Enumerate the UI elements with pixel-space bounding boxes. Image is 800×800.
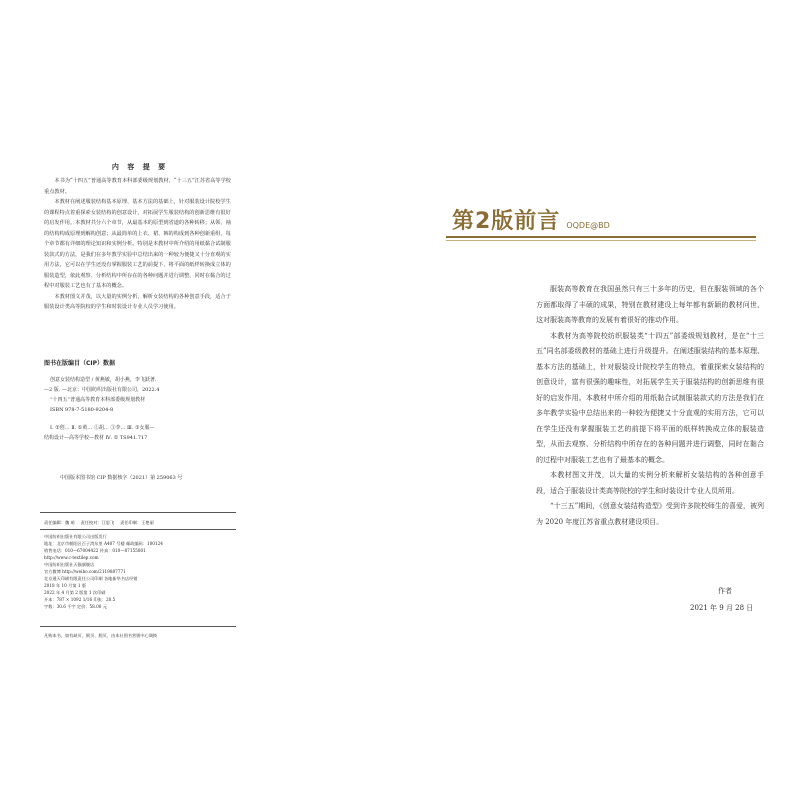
cip-line: 创意女装结构造型 / 黄燕敏，胡小燕，李飞跃著. xyxy=(50,377,157,383)
cip-classification: Ⅰ. ①创… Ⅱ. ①黄… ②胡… ③李… Ⅲ. ①女服— xyxy=(50,425,155,431)
cip-line: “十四五”普通高等教育本科部委级规划教材 xyxy=(50,397,146,403)
publisher-line: 中国纺织出版社有限公司出版发行 xyxy=(44,534,107,539)
preface-title-tag: OQDE@BD xyxy=(566,221,610,230)
printing-credit: 责任印制：王艳丽 xyxy=(120,520,154,525)
publisher-line: 开本：787 × 1092 1/16 印张：20.5 xyxy=(44,597,116,602)
cip-classification: 结构设计—高等学校—教材 Ⅳ. ① TS941.717 xyxy=(44,435,148,441)
divider xyxy=(40,626,236,627)
publisher-info xyxy=(44,533,240,610)
publisher-line: 中国纺织出版社天猫旗舰店 xyxy=(44,562,95,567)
cip-number: 中国版本图书馆 CIP 数据核字（2021）第 259063 号 xyxy=(60,475,183,481)
preface-author: 作者 xyxy=(718,587,732,595)
preface-paragraph: 本教材为高等院校纺织服装类“十四五”部委级规划教材，是在“十三五”同名部委级教材的基础上进行升级提升。在阐述服装结构的基本原理、基本方法的基础上，针对服装设计院校学生的特点，着重探索女装结构的创意设计，富有很强的趣味性，对拓展学生关于服装结构的创新思维有很好的启发作用。本教材中所介绍的用纸黏合试制服装款式的方法是我们在多年教学实验中总结出来的一种较为便捷又十分直观的实用方法，它可以在学生还没有掌握服装工艺的前提下将平面的纸样转换成立体的服装造型，从而去观察、分析结构中所存在的各种问题并进行调整，同时在黏合的过程中对服装工艺也有了最基本的概念。 xyxy=(536,331,764,464)
publisher-line: 字数：30.6 千字 定价：58.00 元 xyxy=(44,604,107,609)
title-rule-thin xyxy=(446,240,756,241)
cip-body xyxy=(44,375,244,443)
publisher-line: http://www.c-textilep.com xyxy=(44,555,99,560)
summary-paragraph: 本教材图文并茂，以大量的实例分析、解析女装结构的各种创意手段，适合于服装设计类高等院校的学生和时装设计专业人员学习使用。 xyxy=(44,293,231,310)
summary-paragraph: 本教材在阐述服装结构基本原理、基本方法的基础上，针对服装设计院校学生的课程特点着重探索女装结构的创意设计，对拓展学生服装结构的创新思维有很好的启发作用。本教材共分六个章节，从最基本的原型到省道的各种转移；从领、袖的结构构成原理到解构创意；从最简单的上衣、裙、裤的构成到各种创新重组，每个章节都有详细的理论知识和实例分析。特别是本教材中所介绍的用纸黏合试制服装款式的方法，是我们在多年教学实验中总结出来的一种较为便捷又十分直观的实用方法，它可以在学生还没有掌握服装工艺的前提下，将平面的纸样转换成立体的服装造型，依此观察、分析结构中所存在的各种问题并进行调整，同时在黏合的过程中对服装工艺也有了基本的概念。 xyxy=(44,199,231,289)
preface-paragraph: 服装高等教育在我国虽然只有三十多年的历史，但在服装领域的各个方面都取得了丰硕的成果，特别在教材建设上每年都有新颖的教材问世，这对服装高等教育的发展有着很好的推动作用。 xyxy=(536,285,764,324)
divider xyxy=(40,529,236,530)
publisher-line: 销售电话：010—67004422 传真：010—87155801 xyxy=(44,548,146,553)
preface-paragraph: “十三五”期间，《创意女装结构造型》受到许多院校师生的喜爱，被列为 2020 年度江苏省重点教材建设项目。 xyxy=(536,502,764,526)
preface-heading xyxy=(452,204,610,235)
editors-line xyxy=(44,520,240,526)
editor-credit: 责任编辑：魏 萌 xyxy=(44,520,75,525)
preface-paragraph: 本教材图文并茂，以大量的实例分析来解析女装结构的各种创意手段，适合于服装设计类高等院校的学生和时装设计专业人员所用。 xyxy=(536,471,764,495)
return-notice: 凡购本书，如有缺页、倒页、脱页，由本社图书营销中心调换 xyxy=(44,633,158,638)
cip-line: ISBN 978-7-5180-9204-8 xyxy=(50,407,114,413)
publisher-line: 地址：北京市朝阳区百子湾东里 A407 号楼 邮政编码：100124 xyxy=(44,541,163,546)
cip-title: 图书在版编目（CIP）数据 xyxy=(44,360,116,367)
publisher-line: 官方微博 http://weibo.com/2119887771 xyxy=(44,569,126,574)
preface-body xyxy=(536,282,764,530)
divider xyxy=(40,512,236,513)
publisher-line: 北京通天印刷有限责任公司印刷 各地新华书店经销 xyxy=(44,576,138,581)
cip-line: —2 版. —北京：中国纺织出版社有限公司，2022.4 xyxy=(44,387,160,393)
title-rule xyxy=(446,236,756,238)
summary-title: 内 容 提 要 xyxy=(111,162,169,171)
publisher-line: 2018 年 10 月第 1 版 xyxy=(44,583,87,588)
publisher-line: 2022 年 4 月第 2 版第 1 次印刷 xyxy=(44,590,106,595)
proofreader-credit: 责任校对：江思飞 xyxy=(80,520,115,525)
preface-title: 第2版前言 xyxy=(452,209,561,234)
preface-date: 2021 年 9 月 28 日 xyxy=(690,604,754,612)
summary-paragraph: 本书为“十四五”普通高等教育本科部委级规划教材，“十三五”江苏省高等学校重点教材。 xyxy=(44,178,231,195)
summary-body xyxy=(44,176,234,313)
